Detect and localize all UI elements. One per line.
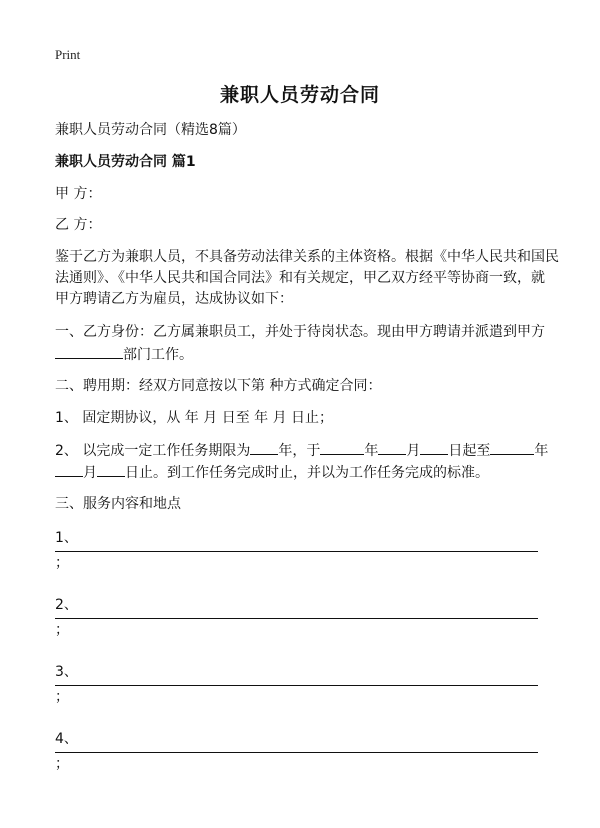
intro-line-2: 法通则》、《中华人民共和国合同法》和有关规定，甲乙双方经平等协商一致，就 — [55, 270, 545, 286]
service-item-label: 1、 — [55, 530, 78, 546]
intro-line-3: 甲方聘请乙方为雇员，达成协议如下： — [55, 291, 293, 307]
service-item-semicolon: ； — [55, 555, 69, 571]
clause-3: 三、服务内容和地点 — [55, 496, 181, 512]
section-heading: 兼职人员劳动合同 篇1 — [55, 154, 196, 170]
clause-2: 二、聘用期：经双方同意按以下第 种方式确定合同： — [55, 378, 382, 394]
party-b-label: 乙 方： — [55, 217, 102, 233]
clause-1-line-1: 一、乙方身份：乙方属兼职员工，并处于待岗状态。现由甲方聘请并派遣到甲方 — [55, 324, 545, 340]
service-item-line[interactable] — [55, 618, 538, 619]
service-item-line[interactable] — [55, 685, 538, 686]
start-month-blank[interactable] — [378, 439, 406, 455]
service-item-label: 4、 — [55, 731, 78, 747]
term-item-1: 1、 固定期协议，从 年 月 日至 年 月 日止； — [55, 410, 334, 426]
start-month-label: 月 — [406, 443, 421, 459]
intro-line-1: 鉴于乙方为兼职人员，不具备劳动法律关系的主体资格。根据《中华人民共和国民 — [55, 249, 559, 265]
clause-1-line-2 — [55, 343, 193, 366]
service-item-semicolon: ； — [55, 689, 69, 705]
department-suffix: 部门工作。 — [123, 347, 193, 363]
end-day-blank[interactable] — [97, 461, 125, 477]
end-year-label: 年 — [534, 443, 549, 459]
page-title: 兼职人员劳动合同 — [219, 84, 380, 106]
term-year-label: 年，于 — [278, 443, 321, 459]
service-item-semicolon: ； — [55, 622, 69, 638]
service-item-semicolon: ； — [55, 756, 69, 772]
start-day-label: 日起至 — [448, 443, 491, 459]
party-a-label: 甲 方： — [55, 186, 102, 202]
print-link[interactable]: Print — [55, 47, 81, 62]
department-blank[interactable] — [55, 343, 123, 359]
start-day-blank[interactable] — [420, 439, 448, 455]
term-item-2-prefix: 2、 以完成一定工作任务期限为 — [55, 443, 251, 459]
end-month-blank[interactable] — [55, 461, 83, 477]
term-years-blank[interactable] — [250, 439, 278, 455]
service-item-label: 2、 — [55, 597, 78, 613]
start-year-blank[interactable] — [320, 439, 364, 455]
start-year-label: 年 — [364, 443, 379, 459]
term-item-2-line-2 — [55, 461, 489, 484]
end-month-label: 月 — [83, 465, 97, 481]
service-item-line[interactable] — [55, 752, 538, 753]
service-item-label: 3、 — [55, 664, 78, 680]
service-item-line[interactable] — [55, 551, 538, 552]
end-year-blank[interactable] — [490, 439, 534, 455]
term-item-2-line-1 — [55, 439, 548, 462]
document-subtitle: 兼职人员劳动合同（精选8篇） — [55, 122, 246, 138]
end-day-label: 日止。到工作任务完成时止，并以为工作任务完成的标准。 — [125, 465, 489, 481]
